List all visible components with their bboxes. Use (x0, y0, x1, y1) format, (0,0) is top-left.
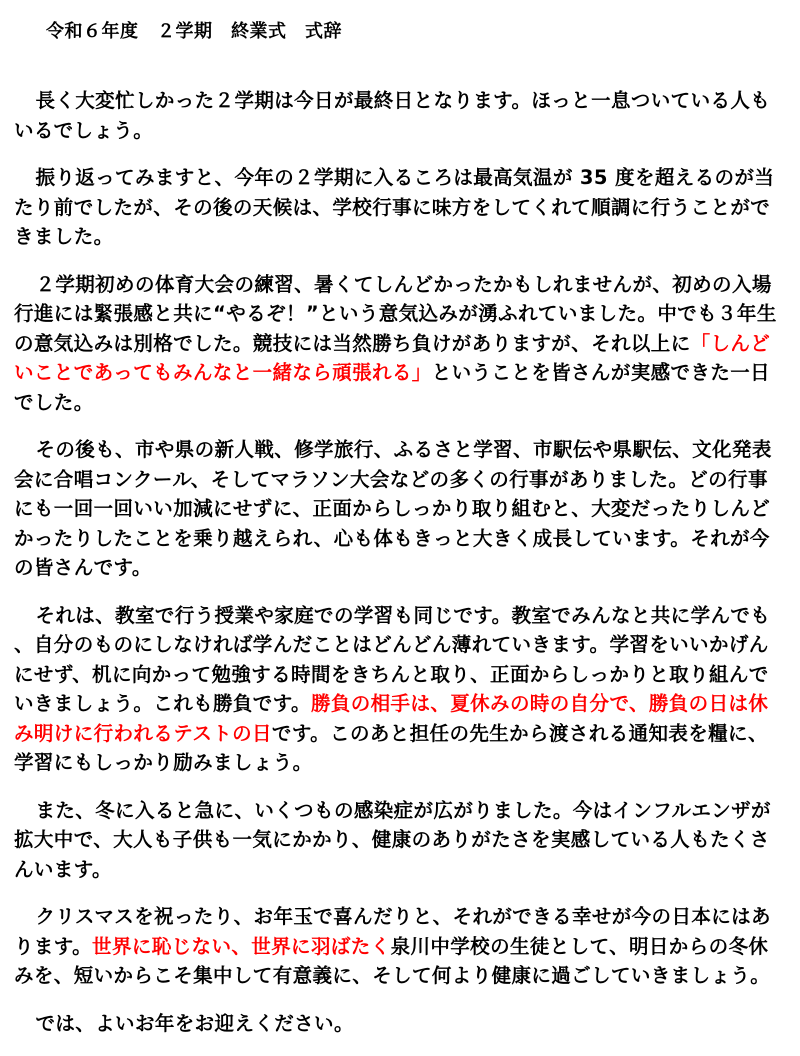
paragraph-text: それは、教室で行う授業や家庭での学習も同じです。教室でみんなと共に学んでも、自分のものにしなければ学んだことはどんどん薄れていきます。学習をいいかげんにせず、机に向かって勉強する時間をきちんと取り、正面からしっかりと取り組んでいきましょう。これも勝負です。 (14, 603, 771, 715)
paragraph-winter-break (14, 902, 786, 991)
emphasis-text: 勝負の相手は、夏休みの時の自分で、勝負の日は休み明けに行われるテストの日 (14, 692, 769, 745)
paragraph-text: 振り返ってみますと、今年の２学期に入るころは最高気温が 35 度を超えるのが当たり前でしたが、その後の天候は、学校行事に味方をしてくれて順調に行うことができました。 (14, 166, 775, 248)
document-title: 令和６年度 ２学期 終業式 式辞 (46, 21, 342, 42)
paragraph-study (14, 601, 786, 778)
paragraph-text: です。このあと担任の先生から渡される通知表を糧に、学習にもしっかり励みましょう。 (14, 721, 768, 774)
paragraph-text: その後も、市や県の新人戦、修学旅行、ふるさと学習、市駅伝や県駅伝、文化発表会に合唱コンクール、そしてマラソン大会などの多くの行事がありました。どの行事にも一回一回いい加減にせずに、正面からしっかり取り組むと、大変だったりしんどかったりしたことを乗り越えられ、心も体もきっと大きく成長しています。それが今の皆さんです。 (14, 438, 772, 579)
paragraph-closing (14, 1009, 786, 1039)
paragraph-events (14, 435, 786, 583)
paragraph-text: では、よいお年をお迎えください。 (35, 1011, 354, 1035)
emphasis-text: 「しんどいことであってもみんなと一緒なら頑張れる」 (14, 331, 771, 384)
paragraph-weather (14, 163, 786, 252)
emphasis-text: 世界に恥じない、世界に羽ばたく (92, 934, 391, 958)
paragraph-text: また、冬に入ると急に、いくつもの感染症が広がりました。今はインフルエンザが拡大中で、大人も子供も一気にかかり、健康のありがたさを実感している人もたくさんいます。 (14, 798, 771, 881)
paragraph-text: 泉川中学校の生徒として、明日からの冬休みを、短いからこそ集中して有意義に、そして何より健康に過ごしていきましょう。 (14, 934, 771, 987)
document-body (14, 86, 786, 1056)
paragraph-text: 長く大変忙しかった２学期は今日が最終日となります。ほっと一息ついている人もいるでしょう。 (14, 89, 771, 142)
paragraph-text: ということを皆さんが実感できた一日でした。 (14, 361, 771, 414)
paragraph-sports-festival (14, 270, 786, 418)
paragraph-end-of-term (14, 86, 786, 145)
paragraph-text: ２学期初めの体育大会の練習、暑くてしんどかったかもしれませんが、初めの入場行進には緊張感と共に“やるぞ！”という意気込みが湧ふれていました。中でも３年生の意気込みは別格でした。競技には当然勝ち負けがありますが、それ以上に (14, 272, 777, 355)
paragraph-health (14, 796, 786, 885)
paragraph-text: クリスマスを祝ったり、お年玉で喜んだりと、それができる幸せが今の日本にはあります。 (14, 905, 771, 958)
